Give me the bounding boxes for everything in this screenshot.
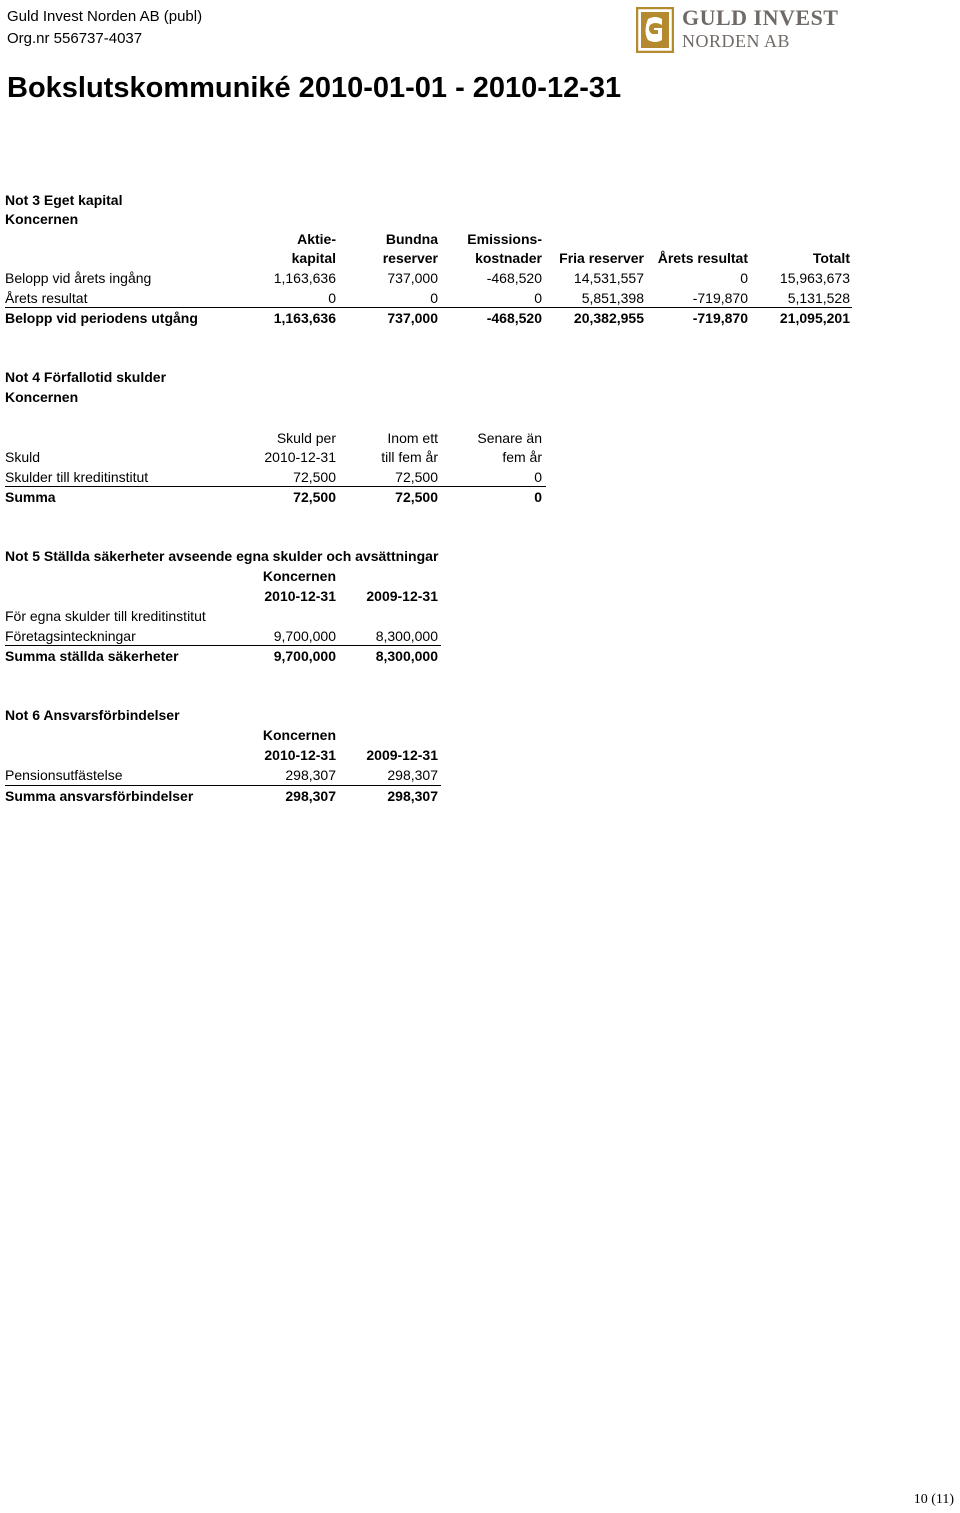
cell-value: 20,382,955 [573,310,644,326]
cell-value: 737,000 [387,270,438,286]
logo-text-line1: GULD INVEST [682,5,839,30]
row-label: Belopp vid periodens utgång [5,310,198,326]
logo-text-line2: NORDEN AB [682,31,791,51]
note5-heading: Not 5 Ställda säkerheter avseende egna skulder och avsättningar [5,548,439,564]
cell-value: 1,163,636 [273,270,336,286]
cell-value: -468,520 [486,270,542,286]
note3-col6-header: Totalt [812,250,850,266]
cell-value: 298,307 [387,767,438,783]
table-divider [5,785,441,786]
document-title: Bokslutskommuniké 2010-01-01 - 2010-12-31 [7,72,622,104]
cell-value: 0 [534,489,542,505]
cell-value: 8,300,000 [375,648,438,664]
company-logo [636,5,850,55]
note3-col1-header-line2: kapital [291,250,336,266]
note4-col3-header-line2: fem år [502,449,542,465]
note3-col3-header-line2: kostnader [475,250,542,266]
note3-col2-header-line2: reserver [382,250,438,266]
note3-col1-header-line1: Aktie- [297,231,336,247]
cell-value: 21,095,201 [779,310,850,326]
note4-header-label: Skuld [5,449,41,465]
cell-value: 72,500 [293,489,336,505]
page-number: 10 (11) [913,1492,954,1507]
cell-value: 0 [740,270,748,286]
note4-heading: Not 4 Förfallotid skulder [5,369,167,385]
note6-group: Koncernen [262,727,336,743]
note3-col3-header-line1: Emissions- [467,231,542,247]
row-label: Summa [5,489,56,505]
company-header [7,6,202,50]
logo-mark-icon [636,7,674,53]
note3-heading: Not 3 Eget kapital [5,192,123,208]
note3-col4-header: Fria reserver [559,250,644,266]
cell-value: 15,963,673 [779,270,850,286]
note5-col2-header: 2009-12-31 [366,588,438,604]
row-label: Summa ansvarsförbindelser [5,788,194,804]
note4-col1-header-line2: 2010-12-31 [264,449,336,465]
cell-value: 5,851,398 [581,290,644,306]
note4-col1-header-line1: Skuld per [276,430,336,446]
cell-value: 1,163,636 [273,310,336,326]
row-label: Summa ställda säkerheter [5,648,179,664]
cell-value: -719,870 [692,310,748,326]
table-divider [5,645,441,646]
note4-col2-header-line1: Inom ett [387,430,438,446]
note3-col2-header-line1: Bundna [385,231,438,247]
row-label: Pensionsutfästelse [5,767,123,783]
row-label: Skulder till kreditinstitut [5,469,149,485]
table-divider [5,486,546,487]
cell-value: 298,307 [387,788,438,804]
cell-value: 0 [534,469,542,485]
cell-value: 737,000 [387,310,438,326]
note5-section-label: För egna skulder till kreditinstitut [5,608,206,624]
cell-value: 72,500 [395,489,438,505]
cell-value: -719,870 [692,290,748,306]
note6-col1-header: 2010-12-31 [264,747,336,763]
row-label: Årets resultat [5,290,88,306]
note3-group: Koncernen [5,211,79,227]
cell-value: 9,700,000 [273,628,336,644]
cell-value: 0 [430,290,438,306]
note4-col3-header-line1: Senare än [477,430,542,446]
cell-value: 5,131,528 [787,290,850,306]
note4-col2-header-line2: till fem år [381,449,438,465]
cell-value: 72,500 [293,469,336,485]
note5-col1-header: 2010-12-31 [264,588,336,604]
note5-group: Koncernen [262,568,336,584]
cell-value: 0 [328,290,336,306]
cell-value: 298,307 [285,767,336,783]
cell-value: 9,700,000 [273,648,336,664]
cell-value: -468,520 [486,310,542,326]
note4-group: Koncernen [5,389,79,405]
note6-heading: Not 6 Ansvarsförbindelser [5,707,180,723]
note6-col2-header: 2009-12-31 [366,747,438,763]
cell-value: 298,307 [285,788,336,804]
note3-col5-header: Årets resultat [657,250,748,266]
cell-value: 72,500 [395,469,438,485]
cell-value: 0 [534,290,542,306]
table-divider [5,307,852,308]
org-number: Org.nr 556737-4037 [7,30,143,47]
company-name: Guld Invest Norden AB (publ) [7,8,203,25]
row-label: Företagsinteckningar [5,628,136,644]
row-label: Belopp vid årets ingång [5,270,152,286]
cell-value: 8,300,000 [375,628,438,644]
cell-value: 14,531,557 [573,270,644,286]
